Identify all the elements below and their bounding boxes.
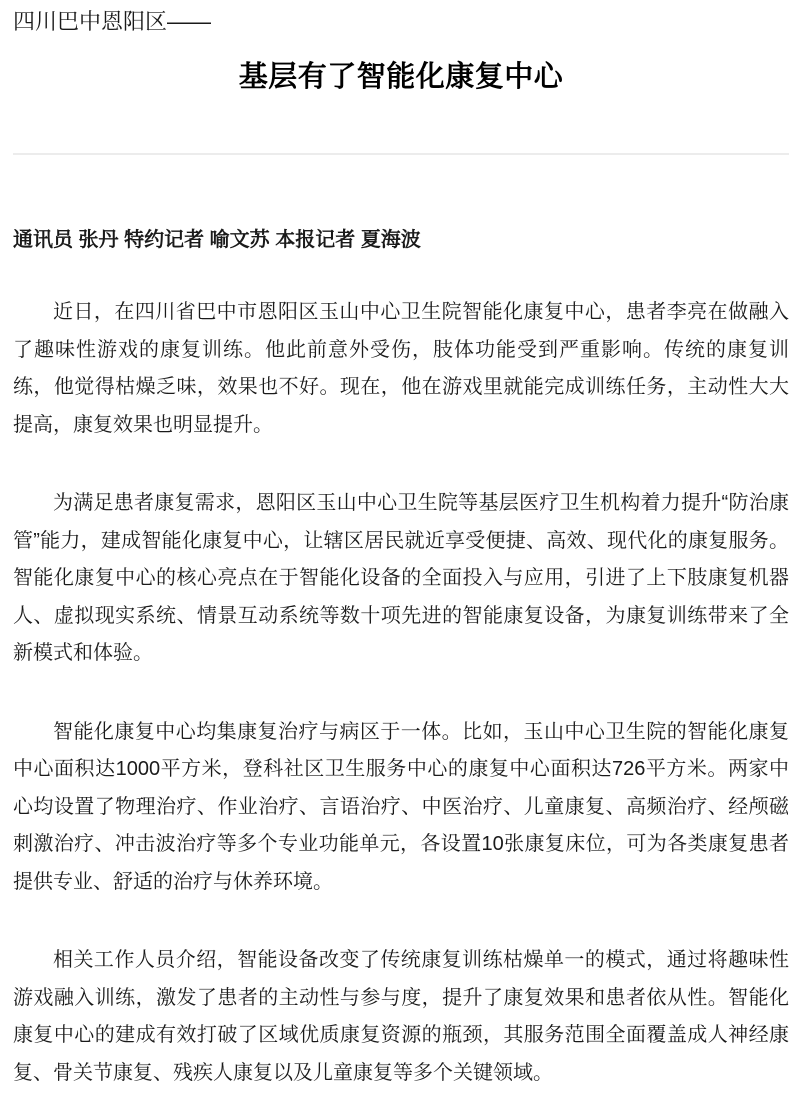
- horizontal-divider: [13, 153, 789, 155]
- article-body: [13, 294, 789, 1092]
- article-paragraph: 智能化康复中心均集康复治疗与病区于一体。比如，玉山中心卫生院的智能化康复中心面积达1000平方米，登科社区卫生服务中心的康复中心面积达726平方米。两家中心均设置了物理治疗、作业治疗、言语治疗、中医治疗、儿童康复、高频治疗、经颅磁刺激治疗、冲击波治疗等多个专业功能单元，各设置10张康复床位，可为各类康复患者提供专业、舒适的治疗与休养环境。: [13, 720, 789, 893]
- article-paragraph: 为满足患者康复需求，恩阳区玉山中心卫生院等基层医疗卫生机构着力提升“防治康管”能力，建成智能化康复中心，让辖区居民就近享受便捷、高效、现代化的康复服务。智能化康复中心的核心亮点在于智能化设备的全面投入与应用，引进了上下肢康复机器人、虚拟现实系统、情景互动系统等数十项先进的智能康复设备，为康复训练带来了全新模式和体验。: [13, 492, 789, 664]
- article-title: 基层有了智能化康复中心: [238, 61, 564, 93]
- article-byline: 通讯员 张丹 特约记者 喻文苏 本报记者 夏海波: [13, 229, 421, 251]
- article-paragraph: 近日，在四川省巴中市恩阳区玉山中心卫生院智能化康复中心，患者李亮在做融入了趣味性游戏的康复训练。他此前意外受伤，肢体功能受到严重影响。传统的康复训练，他觉得枯燥乏味，效果也不好。现在，他在游戏里就能完成训练任务，主动性大大提高，康复效果也明显提升。: [13, 301, 789, 436]
- article-paragraph: 相关工作人员介绍，智能设备改变了传统康复训练枯燥单一的模式，通过将趣味性游戏融入训练，激发了患者的主动性与参与度，提升了康复效果和患者依从性。智能化康复中心的建成有效打破了区域优质康复资源的瓶颈，其服务范围全面覆盖成人神经康复、骨关节康复、残疾人康复以及儿童康复等多个关键领域。: [13, 949, 789, 1084]
- article-kicker: 四川巴中恩阳区——: [13, 9, 212, 34]
